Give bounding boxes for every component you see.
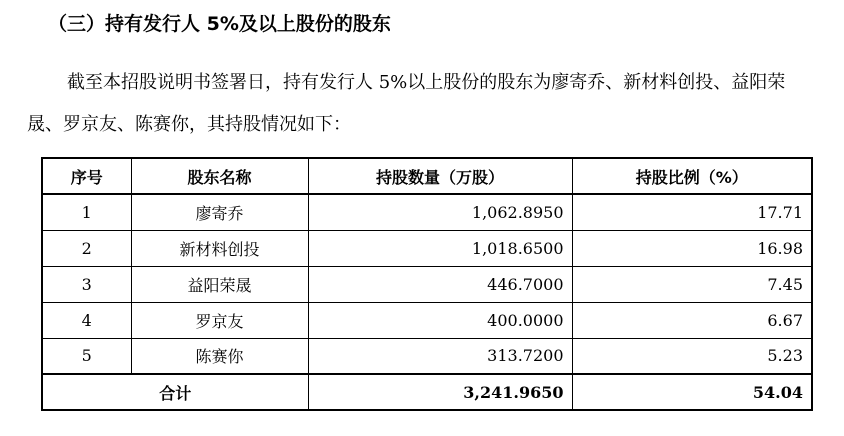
table-row (42, 266, 812, 302)
intro-paragraph (27, 62, 817, 146)
total-ratio: 54.04 (572, 374, 812, 410)
intro-paragraph-text: 截至本招股说明书签署日，持有发行人 5%以上股份的股东为廖寄乔、新材料创投、益阳荣晟、罗京友、陈赛你，其持股情况如下： (27, 72, 786, 135)
cell-no: 1 (42, 194, 131, 230)
cell-ratio: 17.71 (572, 194, 812, 230)
cell-ratio: 7.45 (572, 266, 812, 302)
cell-ratio: 6.67 (572, 302, 812, 338)
cell-shares: 446.7000 (308, 266, 572, 302)
table-row (42, 230, 812, 266)
cell-no: 3 (42, 266, 131, 302)
cell-shares: 313.7200 (308, 338, 572, 374)
cell-no: 4 (42, 302, 131, 338)
table-header-row (42, 158, 812, 194)
cell-name: 廖寄乔 (131, 194, 308, 230)
cell-name: 罗京友 (131, 302, 308, 338)
shareholder-table (41, 157, 813, 411)
header-name: 股东名称 (131, 158, 308, 194)
cell-ratio: 16.98 (572, 230, 812, 266)
cell-no: 2 (42, 230, 131, 266)
cell-shares: 1,062.8950 (308, 194, 572, 230)
header-ratio: 持股比例（%） (572, 158, 812, 194)
cell-shares: 400.0000 (308, 302, 572, 338)
cell-shares: 1,018.6500 (308, 230, 572, 266)
table-total-row (42, 374, 812, 410)
total-label: 合计 (42, 374, 308, 410)
section-heading: （三）持有发行人 5%及以上股份的股东 (48, 13, 391, 35)
table-row (42, 194, 812, 230)
table-row (42, 302, 812, 338)
cell-ratio: 5.23 (572, 338, 812, 374)
total-shares: 3,241.9650 (308, 374, 572, 410)
cell-name: 益阳荣晟 (131, 266, 308, 302)
header-no: 序号 (42, 158, 131, 194)
table-row (42, 338, 812, 374)
cell-no: 5 (42, 338, 131, 374)
header-shares: 持股数量（万股） (308, 158, 572, 194)
cell-name: 陈赛你 (131, 338, 308, 374)
cell-name: 新材料创投 (131, 230, 308, 266)
